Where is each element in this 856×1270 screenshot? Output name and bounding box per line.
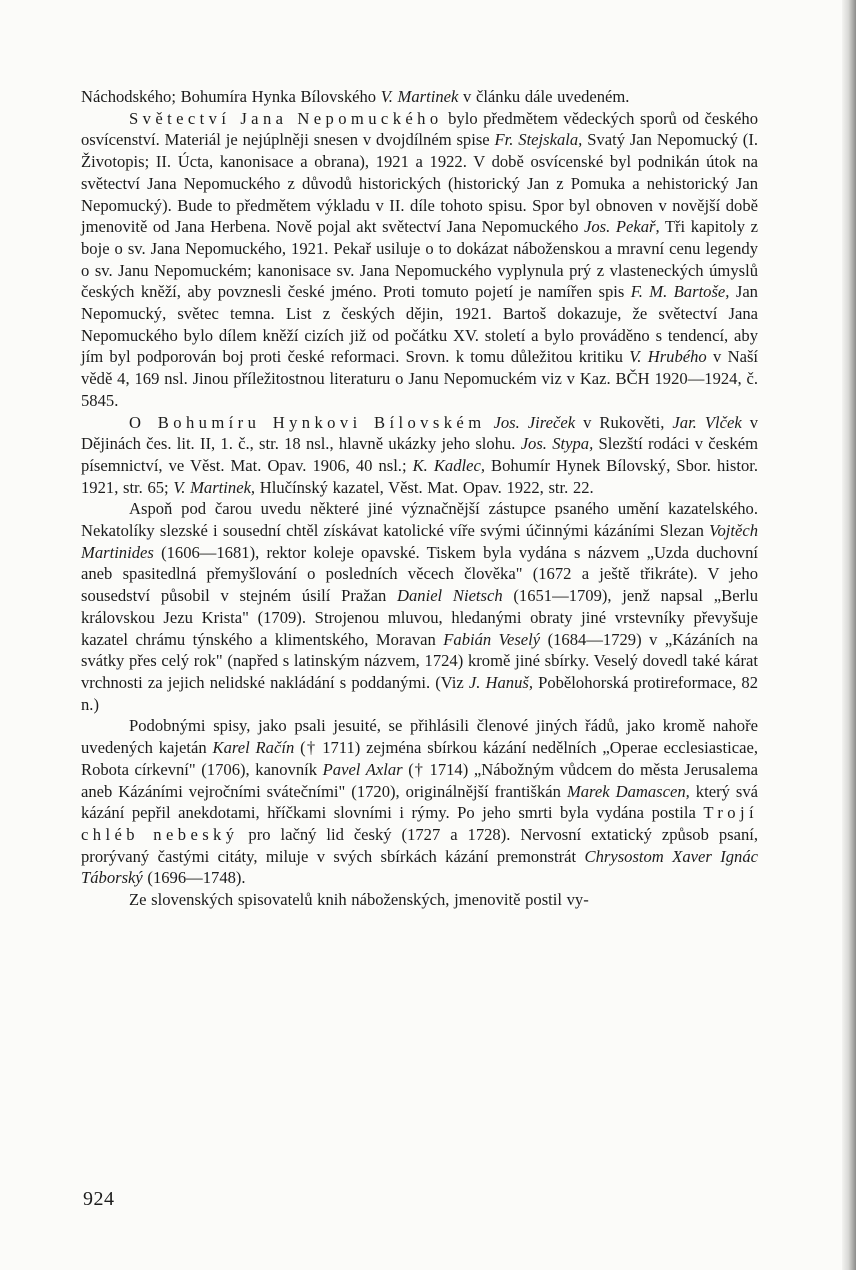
spaced-heading-text: O Bohumíru Hynkovi Bílovském bbox=[129, 412, 486, 432]
text-run: († 1711) zejména sbírkou kázání nedělních „Operae ecclesiasticae, Robota církevní" (1706), kanovník bbox=[81, 738, 758, 779]
italic-reference: Karel Račín bbox=[212, 738, 295, 758]
text-run: bylo předmětem vědeckých sporů od českého osvícenství. Materiál je nejúplněji snesen v dvojdílném spise bbox=[81, 108, 759, 150]
italic-reference: Chrysostom Xaver Ignác Táborský bbox=[81, 846, 758, 888]
paragraph bbox=[81, 412, 758, 499]
text-run: Ze slovenských spisovatelů knih náboženských, jmenovitě postil vy- bbox=[129, 890, 589, 910]
text-run: Bohumír Hynek Bílovský, Sbor. histor. 1921, str. 65; bbox=[81, 455, 759, 497]
text-run: Tři kapitoly z boje o sv. Jana Nepomuckého, 1921. Pekař usiluje o to dokázat náboženskou a mravní cenu legendy o sv. Janu Nepomuckém; kanonisace sv. Jana Nepomuckého vyplynula prý z vlasteneckých úmyslů českých kněží, aby povznesli české jméno. Proti tomuto pojetí je namířen spis bbox=[81, 217, 759, 302]
text-run: v Dějinách čes. lit. II, 1. č., str. 18 nsl., hlavně ukázky jeho slohu. bbox=[81, 412, 758, 454]
paragraph bbox=[81, 108, 758, 412]
text-run: pro lačný lid český (1727 a 1728). Nervosní extatický způsob psaní, prorývaný častými citáty, miluje v svých sbírkách kázání premonstrát bbox=[81, 824, 758, 866]
text-run: v Rukověti, bbox=[575, 412, 673, 432]
italic-reference: Fr. Stejskala, bbox=[494, 130, 583, 150]
text-run: Slezští rodáci v českém písemnictví, ve Věst. Mat. Opav. 1906, 40 nsl.; bbox=[81, 434, 758, 475]
text-run bbox=[486, 413, 494, 432]
text-run: v článku dále uvedeném. bbox=[458, 87, 630, 106]
paragraph bbox=[81, 498, 758, 715]
italic-reference: V. Hrubého bbox=[629, 347, 707, 367]
spaced-heading-text: Světectví Jana Nepomuckého bbox=[129, 108, 443, 128]
italic-reference: J. Hanuš, bbox=[468, 672, 533, 692]
italic-reference: Vojtěch Martinides bbox=[81, 521, 758, 562]
paragraph bbox=[81, 889, 758, 911]
text-run: (1696—1748). bbox=[142, 868, 246, 888]
italic-reference: Jos. Stypa, bbox=[520, 434, 594, 454]
text-run: který svá kázání pepřil anekdotami, hříčkami slovními i rýmy. Po jeho smrti byla vydána postila bbox=[81, 781, 758, 823]
page-edge-shadow bbox=[842, 0, 856, 1270]
page-number: 924 bbox=[83, 1188, 115, 1210]
text-run: Podobnými spisy, jako psali jesuité, se přihlásili členové jiných řádů, jako kromě nahoře uvedených kajetán bbox=[81, 716, 758, 758]
text-run: Pobělohorská protireformace, 82 n.) bbox=[81, 672, 758, 714]
text-run: Svatý Jan Nepomucký (I. Životopis; II. Úcta, kanonisace a obrana), 1921 a 1922. V době osvícenské byl podnikán útok na světectví Jana Nepomuckého z důvodů historických (historický Jan z Pomuka a nehistorický Jan Nepomucký). Bude to předmětem výkladu v II. díle tohoto spisu. Spor byl obnoven v novější době jmenovitě od Jana Herbena. Nově pojal akt světectví Jana Nepomuckého bbox=[81, 130, 758, 237]
text-run: v Naší vědě 4, 169 nsl. Jinou příležitostnou literaturu o Janu Nepomuckém viz v Kaz. BČH 1920—1924, č. 5845. bbox=[81, 347, 759, 410]
text-run: Náchodského; Bohumíra Hynka Bílovského bbox=[81, 87, 381, 106]
text-run: Hlučínský kazatel, Věst. Mat. Opav. 1922, str. 22. bbox=[255, 477, 594, 497]
footnote-text-block bbox=[81, 86, 758, 911]
italic-reference: Jar. Vlček bbox=[672, 412, 742, 432]
text-run: (1684—1729) v „Kázáních na svátky přes celý rok" (napřed s latinským názvem, 1724) kromě jiné sbírky. Veselý dovedl také kárat vrchnosti za jejich nelidské nakládání s poddanými. (Viz bbox=[81, 629, 758, 692]
italic-reference: Jos. Pekař, bbox=[584, 217, 660, 237]
text-run: (1651—1709), jenž napsal „Berlu královskou Jezu Krista" (1709). Strojenou mluvou, hledanými obraty jiné vrstevníky převyšuje kazatel chrámu týnského a klimentského, Moravan bbox=[81, 586, 758, 649]
italic-reference: F. M. Bartoše, bbox=[630, 282, 730, 302]
italic-reference: K. Kadlec, bbox=[412, 455, 485, 475]
italic-reference: V. Martinek, bbox=[173, 477, 256, 497]
italic-reference: Pavel Axlar bbox=[322, 759, 403, 779]
text-run: Aspoň pod čarou uvedu některé jiné význačnější zástupce psaného umění kazatelského. Nekatolíky slezské i sousední chtěl získávat katolické víře svými účinnými kázáními Slezan bbox=[81, 499, 758, 541]
italic-reference: Daniel Nietsch bbox=[397, 586, 503, 606]
italic-reference: Fabián Veselý bbox=[443, 629, 541, 649]
text-run: († 1714) „Nábožným vůdcem do města Jerusalema aneb Kázáními vejročními svátečními" (1720), originálnější františkán bbox=[81, 759, 758, 801]
spaced-heading-text: Trojí chléb nebeský bbox=[81, 803, 758, 844]
italic-reference: Jos. Jireček bbox=[493, 412, 576, 432]
italic-reference: Marek Damascen, bbox=[566, 781, 690, 801]
paragraph bbox=[81, 715, 758, 889]
italic-reference: V. Martinek bbox=[380, 87, 459, 106]
paragraph bbox=[81, 86, 758, 108]
text-run: (1606—1681), rektor koleje opavské. Tiskem byla vydána s názvem „Uzda duchovní aneb spasitedlná přemyšlování o posledních věcech člověka" (1672 a ještě třikráte). V jeho sousedství působil v stejném úsilí Pražan bbox=[81, 542, 758, 606]
text-run: Jan Nepomucký, světec temna. List z českých dějin, 1921. Bartoš dokazuje, že světectví Jana Nepomuckého bylo dílem kněží cizích již od počátku XV. století a bylo prováděno s tendencí, aby jím byl podporován boj proti české reformaci. Srovn. k tomu důležitou kritiku bbox=[81, 282, 758, 367]
